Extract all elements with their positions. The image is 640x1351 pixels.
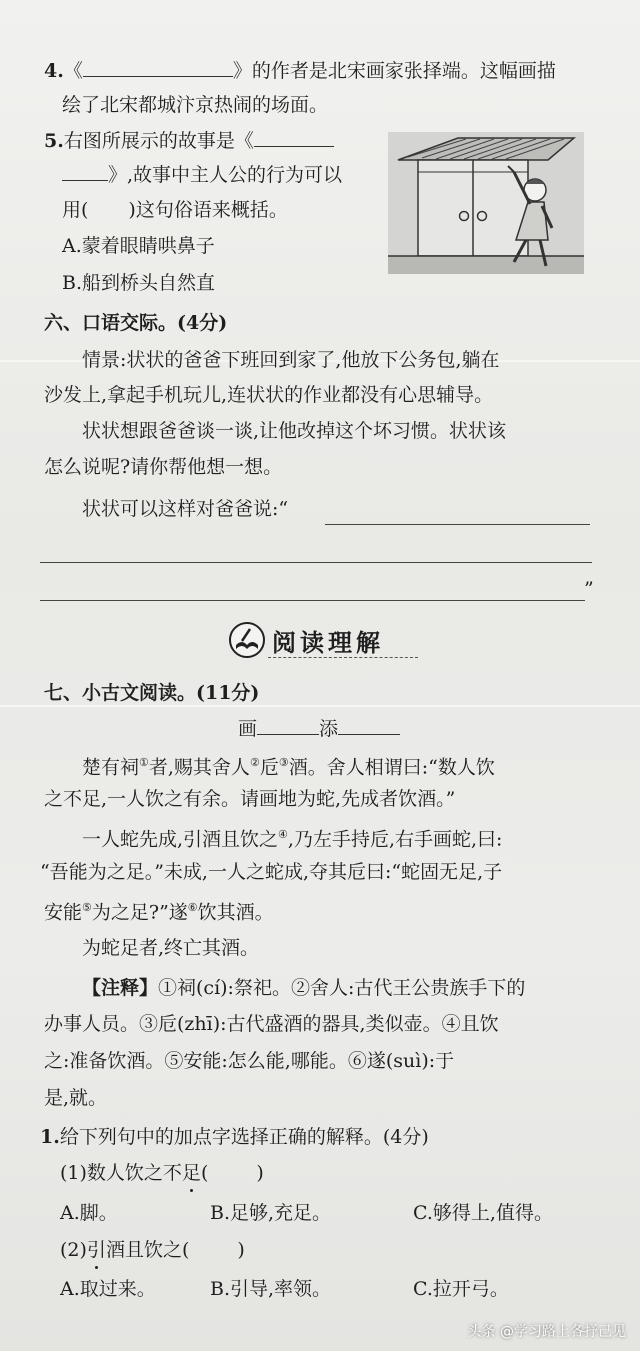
notes-line: 是,就。: [44, 1087, 108, 1109]
passage-line: 一人蛇先成,引酒且饮之④,乃左手持卮,右手画蛇,曰:: [82, 828, 503, 851]
passage-line: “吾能为之足。”未成,一人之蛇成,夺其卮曰:“蛇固无足,子: [40, 861, 503, 883]
question-5-line-2: 》,故事中主人公的行为可以: [62, 162, 342, 188]
sub-2-option-c: C.拉开弓。: [413, 1278, 509, 1300]
book-pen-icon: [228, 621, 266, 659]
passage-line: 之不足,一人饮之有余。请画地为蛇,先成者饮酒。”: [44, 788, 456, 810]
section-6-prompt: 状状可以这样对爸爸说:“: [82, 498, 289, 520]
passage-line: 安能⑤为之足?”遂⑥饮其酒。: [44, 901, 274, 924]
sub-2-option-b: B.引导,率领。: [210, 1278, 332, 1300]
answer-line[interactable]: [325, 524, 590, 525]
sub-1-option-a: A.脚。: [60, 1202, 118, 1224]
sub-2-option-a: A.取过来。: [60, 1278, 156, 1300]
notes-line: 之:准备饮酒。⑤安能:怎么能,哪能。⑥遂(suì):于: [44, 1050, 455, 1072]
section-6-paragraph-2: 怎么说呢?请你帮他想一想。: [44, 456, 283, 478]
answer-blank[interactable]: [83, 58, 233, 77]
question-1-sub-1: (1)数人饮之不足( ): [60, 1162, 264, 1184]
section-title: 阅读理解: [272, 629, 384, 657]
watermark: 头条 @学习路上各抒己见: [467, 1324, 626, 1340]
question-1: 1.给下列句中的加点字选择正确的解释。(4分): [40, 1126, 429, 1148]
sub-1-option-c: C.够得上,值得。: [413, 1202, 553, 1224]
passage-line: 楚有祠①者,赐其舍人②卮③酒。舍人相谓曰:“数人饮: [82, 756, 495, 779]
answer-blank[interactable]: [62, 162, 108, 181]
question-5-line-3: 用( )这句俗语来概括。: [62, 199, 288, 221]
notes-line: 办事人员。③卮(zhī):古代盛酒的器具,类似壶。④且饮: [44, 1013, 499, 1035]
question-4-line-1: 4.《 》的作者是北宋画家张择端。这幅画描: [44, 60, 556, 82]
closing-quote: ”: [584, 578, 594, 600]
sub-1-option-b: B.足够,充足。: [210, 1202, 332, 1224]
section-6-paragraph-1: 情景:状状的爸爸下班回到家了,他放下公务包,躺在: [82, 349, 500, 371]
section-6-paragraph-1: 沙发上,拿起手机玩儿,连状状的作业都没有心思辅导。: [44, 384, 494, 406]
option-a: A.蒙着眼睛哄鼻子: [62, 235, 215, 257]
answer-blank[interactable]: [254, 128, 334, 147]
passage-line: 为蛇足者,终亡其酒。: [82, 937, 260, 959]
passage-title: 画 添: [238, 716, 400, 742]
question-1-sub-2: (2)引酒且饮之( ): [60, 1239, 245, 1261]
title-blank[interactable]: [257, 716, 319, 735]
reading-comprehension-header: [228, 619, 420, 661]
dotted-char: 引: [86, 1239, 106, 1261]
answer-line[interactable]: [40, 600, 585, 601]
section-6-heading: 六、口语交际。(4分): [44, 312, 228, 334]
section-6-paragraph-2: 状状想跟爸爸谈一谈,让他改掉这个坏习惯。状状该: [82, 420, 507, 442]
dotted-char: 足: [181, 1162, 201, 1184]
story-illustration: [388, 132, 584, 274]
notes-line: 【注释】①祠(cí):祭祀。②舍人:古代王公贵族手下的: [82, 977, 526, 999]
question-4-line-2: 绘了北宋都城汴京热闹的场面。: [62, 94, 329, 116]
answer-line[interactable]: [40, 562, 592, 563]
question-5-line-1: 5.右图所展示的故事是《: [44, 128, 334, 154]
title-underline: [268, 657, 418, 658]
section-7-heading: 七、小古文阅读。(11分): [44, 682, 260, 704]
option-b: B.船到桥头自然直: [62, 272, 216, 294]
title-blank[interactable]: [338, 716, 400, 735]
